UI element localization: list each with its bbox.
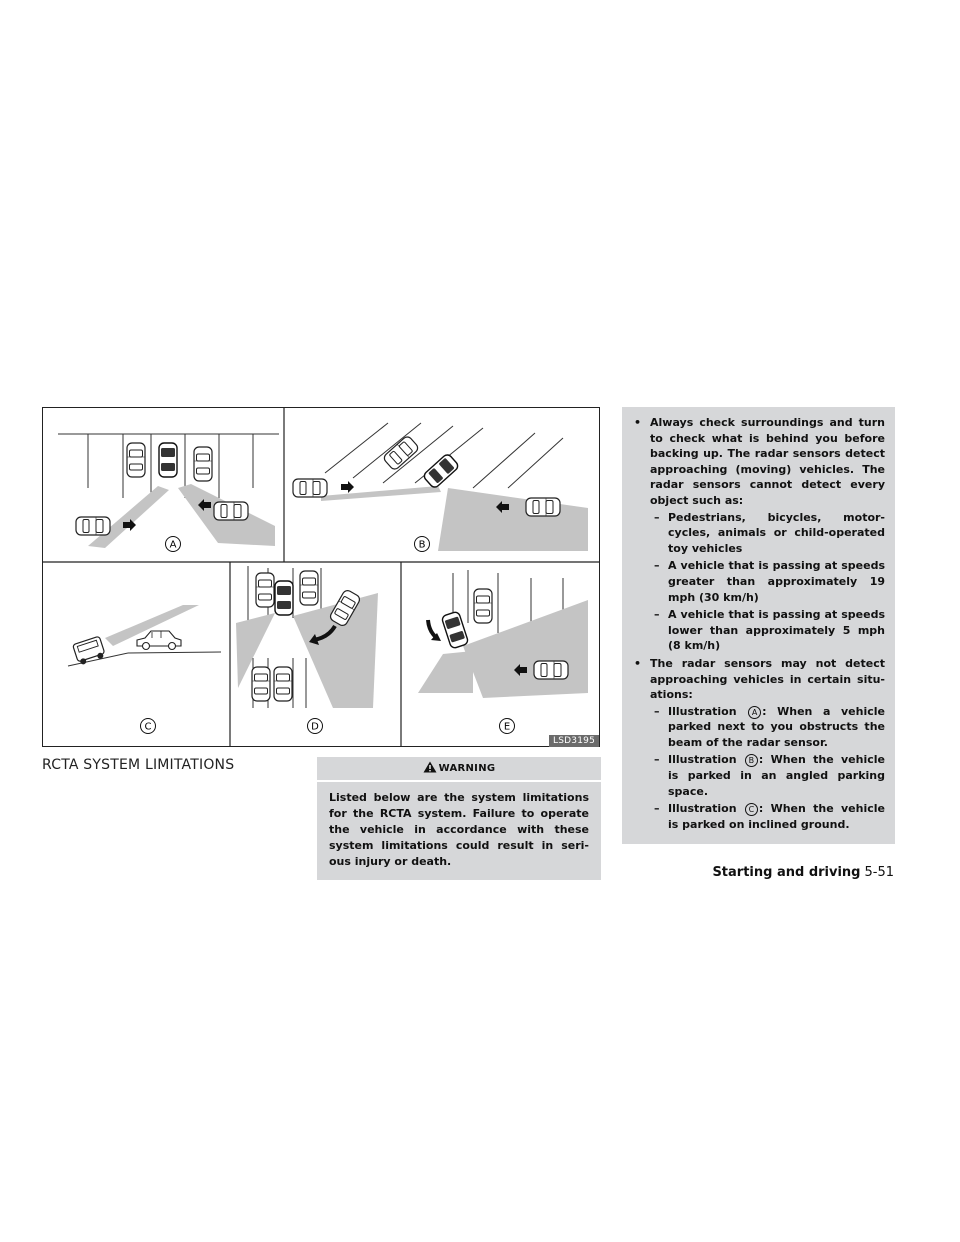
ref-circle-c: C [745,803,758,816]
list-item [632,656,885,833]
illustration-lead: Illustration [668,753,737,767]
page-number: 5-51 [864,865,894,880]
panel-a-label: A [169,539,177,551]
panel-a [58,434,279,552]
dash-marker: – [654,608,660,622]
footer-section: Starting and driving [712,865,861,880]
sub-item-text: A vehicle that is passing at speeds lower than approximately 5 mph (8 km/h) [668,608,885,653]
dash-marker: – [654,802,660,816]
rcta-illustration [42,407,600,747]
illustration-text: : When a vehicle parked next to you obstructs the beam of the radar sensor. [668,704,885,749]
sub-list-item [650,752,885,799]
bullet-dot: • [634,416,642,429]
limitations-list [632,415,885,832]
panel-e-label: E [503,721,511,733]
list-item [632,415,885,654]
ref-circle-a: A [748,706,761,719]
warning-box [317,757,601,880]
sub-list-item [650,558,885,605]
panel-d-label: D [311,721,319,733]
illustration-lead: Illustration [668,802,737,816]
sub-list-item [650,801,885,832]
bullet-text: Always check surroundings and turn to check what is behind you before backing up. The radar sensors detect approaching (moving) vehicles. The radar sensors cannot detect every object such as: [650,416,885,507]
sub-item-text: Pedestrians, bicycles, motor- cycles, animals or child-operated toy vehicles [668,510,885,555]
panel-c-label: C [144,721,152,733]
page-footer [712,865,894,880]
dash-marker: – [654,510,660,524]
illustration-lead: Illustration [668,704,737,718]
panel-c [68,605,221,734]
panel-b [293,423,588,552]
panel-d [236,566,378,734]
sub-item-text: A vehicle that is passing at speeds greater than approximately 19 mph (30 km/h) [668,559,885,604]
dash-marker: – [654,704,660,718]
bullet-text: The radar sensors may not detect approaching vehicles in certain situ- ations: [650,656,885,702]
figure-code: LSD3195 [549,735,599,747]
warning-body: Listed below are the system limitations for the RCTA system. Failure to operate the vehicle in accordance with these system limitations could result in seri- ous injury or death. [329,791,589,868]
illustration-text: : When the vehicle is parked on inclined ground. [668,802,885,831]
dash-marker: – [654,559,660,573]
ref-circle-b: B [745,754,758,767]
warning-heading: WARNING [438,763,496,774]
dash-marker: – [654,753,660,767]
panel-b-label: B [418,539,426,551]
bullet-dot: • [634,656,642,670]
panel-e [418,570,588,734]
sub-list-item [650,607,885,654]
warning-triangle-icon [423,761,437,776]
illustration-text: : When the vehicle is parked in an angled parking space. [668,753,885,798]
sub-list-item [650,704,885,751]
sub-list [650,510,885,654]
section-title: RCTA SYSTEM LIMITATIONS [42,757,235,773]
warning-header [317,757,601,782]
rcta-illustration-drawing [43,408,599,746]
sub-list [650,704,885,833]
limitations-list-box [622,407,895,844]
sub-list-item [650,510,885,557]
